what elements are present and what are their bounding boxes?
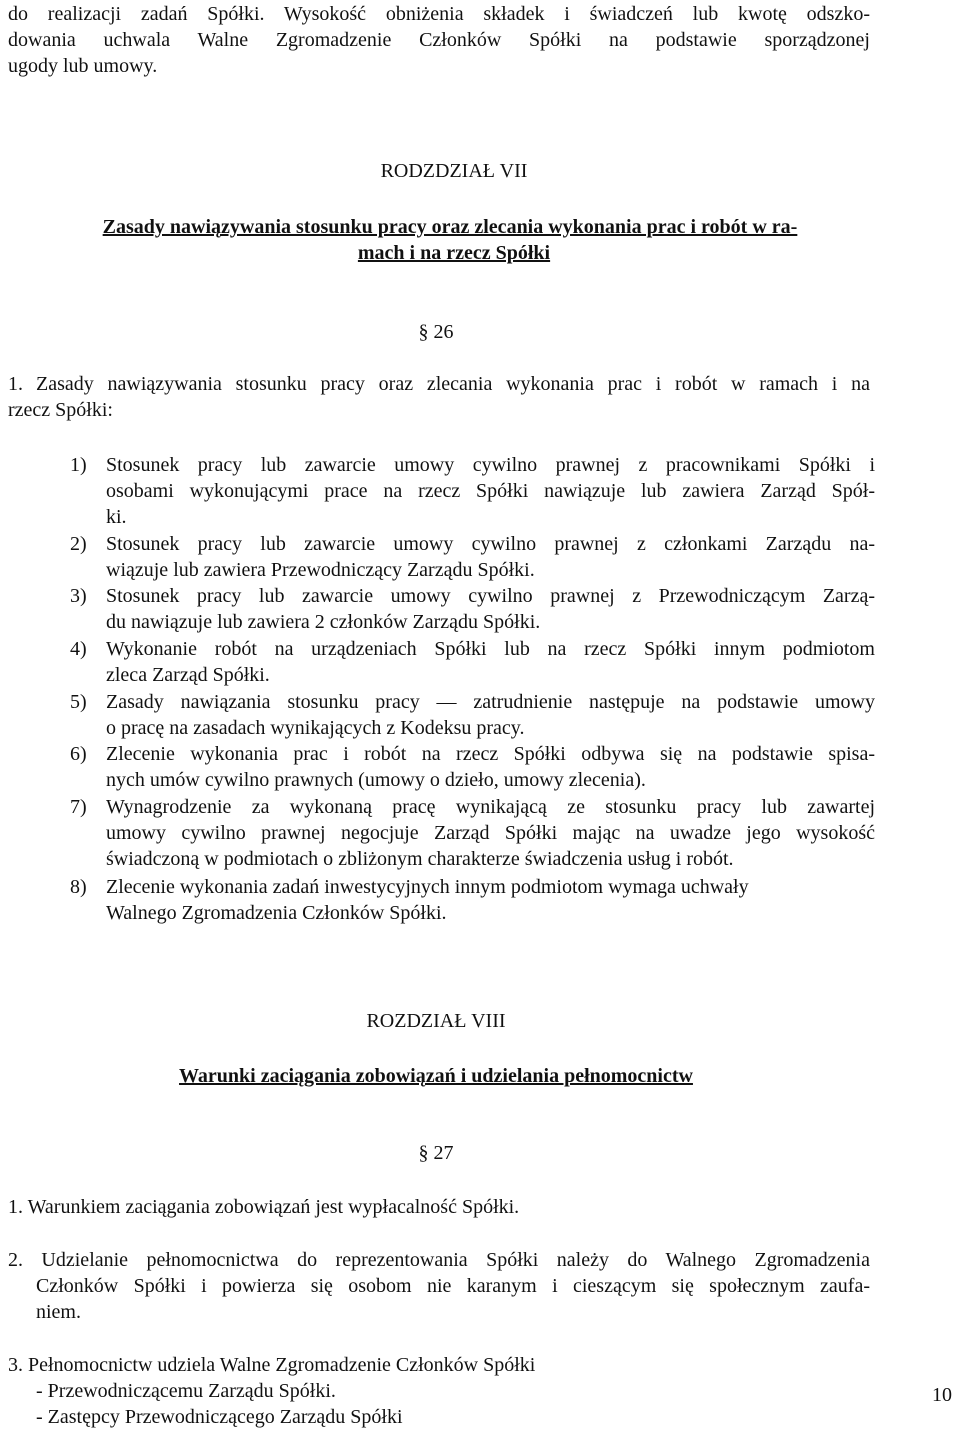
list-item-line: wiązuje lub zawiera Przewodniczący Zarządu Spółki. [106,559,535,581]
list-item-6 [70,741,875,793]
intro-line-2: dowania uchwala Walne Zgromadzenie Członków Spółki na podstawie sporządzonej [8,29,870,51]
list-item-line: osobami wykonującymi prace na rzecz Spółki nawiązuje lub zawiera Zarząd Spół- [106,480,875,502]
list-item-line: du nawiązuje lub zawiera 2 członków Zarządu Spółki. [106,611,541,633]
list-item-line: Stosunek pracy lub zawarcie umowy cywilno prawnej z pracownikami Spółki i [106,454,875,476]
list-item-2 [70,531,875,583]
list-item-number: 1) [70,454,87,476]
para-27-3-dash-2: - Zastępcy Przewodniczącego Zarządu Spółki [36,1406,403,1428]
list-item-number: 7) [70,796,87,818]
list-item-line: zleca Zarząd Spółki. [106,664,270,686]
list-item-line: Wynagrodzenie za wykonaną pracę wynikającą ze stosunku pracy lub zawartej [106,796,875,818]
list-item-3 [70,583,875,635]
chapter-8-heading: ROZDZIAŁ VIII [366,1010,506,1032]
section-27-heading: § 27 [418,1142,454,1164]
list-item-number: 4) [70,638,87,660]
list-item-line: Zlecenie wykonania zadań inwestycyjnych innym podmiotom wymaga uchwały [106,876,749,898]
para-27-3-dash-1: - Przewodniczącemu Zarządu Spółki. [36,1380,336,1402]
list-item-line: Walnego Zgromadzenia Członków Spółki. [106,902,447,924]
list-item-line: ki. [106,506,127,528]
para-27-1: 1. Warunkiem zaciągania zobowiązań jest wypłacalność Spółki. [8,1196,520,1218]
list-item-line: Stosunek pracy lub zawarcie umowy cywilno prawnej z Przewodniczącym Zarzą- [106,585,875,607]
para-1-line-2: rzecz Spółki: [8,399,113,421]
para-1-number: 1. [8,373,23,395]
chapter-7-title-line-1: Zasady nawiązywania stosunku pracy oraz zlecania wykonania prac i robót w ra- [102,216,798,238]
list-item-1 [70,452,875,530]
list-item-7 [70,794,875,872]
list-item-5 [70,689,875,741]
para-27-2-line-3: niem. [36,1301,81,1323]
list-item-line: Zasady nawiązania stosunku pracy — zatrudnienie następuje na podstawie umowy [106,691,875,713]
list-item-line: Zlecenie wykonania prac i robót na rzecz Spółki odbywa się na podstawie spisa- [106,743,875,765]
list-item-number: 3) [70,585,87,607]
list-item-line: Wykonanie robót na urządzeniach Spółki lub na rzecz Spółki innym podmiotom [106,638,875,660]
intro-line-1: do realizacji zadań Spółki. Wysokość obniżenia składek i świadczeń lub kwotę odszko- [8,3,870,25]
section-26-heading: § 26 [418,321,454,343]
list-item-line: świadczoną w podmiotach o zbliżonym charakterze świadczenia usług i robót. [106,848,734,870]
chapter-8-title: Warunki zaciągania zobowiązań i udzielania pełnomocnictw [179,1065,693,1087]
page-number: 10 [932,1384,952,1406]
list-item-number: 2) [70,533,87,555]
para-1-line-1: Zasady nawiązywania stosunku pracy oraz zlecania wykonania prac i robót w ramach i na [36,373,870,395]
list-item-line: Stosunek pracy lub zawarcie umowy cywilno prawnej z członkami Zarządu na- [106,533,875,555]
list-item-line: nych umów cywilno prawnych (umowy o dzieło, umowy zlecenia). [106,769,646,791]
para-27-2-line-1: 2. Udzielanie pełnomocnictwa do reprezentowania Spółki należy do Walnego Zgromadzenia [8,1249,870,1271]
list-item-number: 5) [70,691,87,713]
list-item-number: 6) [70,743,87,765]
chapter-7-title-line-2: mach i na rzecz Spółki [357,242,551,264]
list-item-line: umowy cywilno prawnej negocjuje Zarząd Spółki mając na uwadze jego wysokość [106,822,875,844]
list-item-number: 8) [70,876,87,898]
list-item-4 [70,636,875,688]
intro-line-3: ugody lub umowy. [8,55,158,77]
para-27-3: 3. Pełnomocnictw udziela Walne Zgromadzenie Członków Spółki [8,1354,536,1376]
chapter-7-heading: RODZDZIAŁ VII [380,160,528,182]
para-27-2-line-2: Członków Spółki i powierza się osobom nie karanym i cieszącym się społecznym zaufa- [36,1275,870,1297]
list-item-8 [70,874,875,926]
list-item-line: o pracę na zasadach wynikających z Kodeksu pracy. [106,717,525,739]
